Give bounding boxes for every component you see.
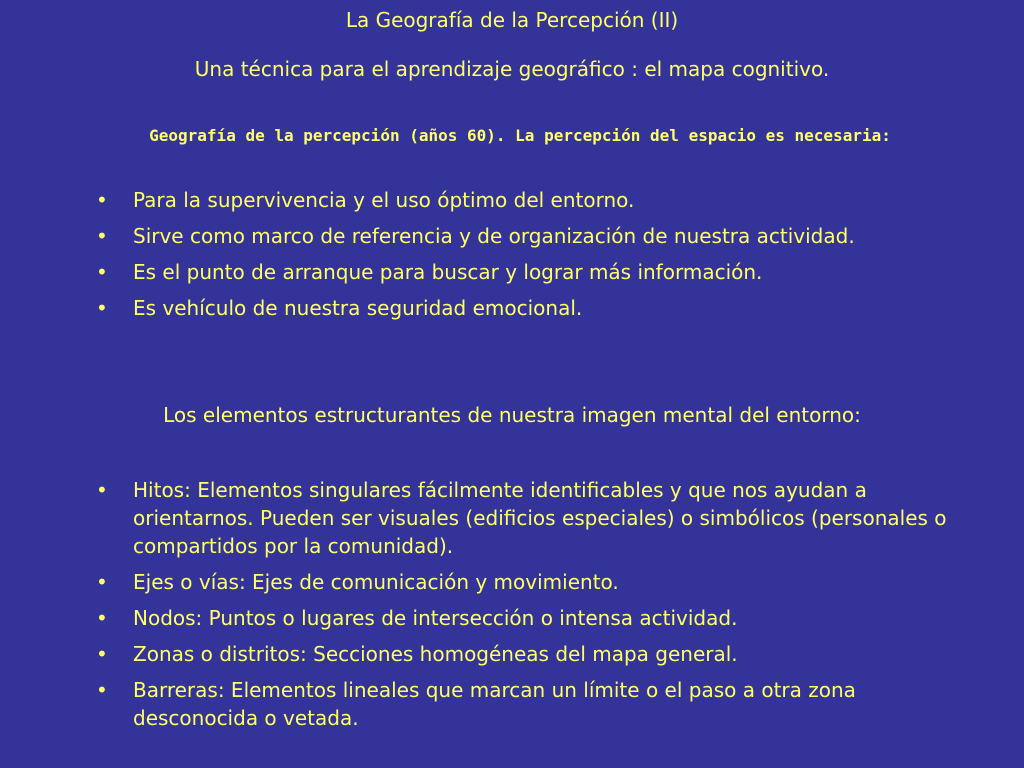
bullet-item	[96, 294, 976, 322]
bullet-item	[96, 568, 976, 596]
bullet-glyph: •	[96, 570, 108, 594]
bullet-text: Es el punto de arranque para buscar y lograr más información.	[133, 260, 763, 284]
bullet-glyph: •	[96, 606, 108, 630]
bullet-text: Ejes o vías: Ejes de comunicación y movimiento.	[133, 570, 619, 594]
bullet-item	[96, 222, 976, 250]
section-heading-perception: Geografía de la percepción (años 60). La percepción del espacio es necesaria:	[149, 126, 891, 145]
bullet-text: Hitos: Elementos singulares fácilmente identificables y que nos ayudan a orientarnos. Pueden ser visuales (edificios especiales) o simbólicos (personales o compartidos por la comunidad).	[133, 478, 947, 558]
bullet-glyph: •	[96, 478, 108, 502]
bullet-text: Zonas o distritos: Secciones homogéneas del mapa general.	[133, 642, 738, 666]
bullet-text: Para la supervivencia y el uso óptimo del entorno.	[133, 188, 635, 212]
bullet-item	[96, 258, 976, 286]
bullet-list-structuring-elements	[96, 476, 976, 740]
slide-subtitle: Una técnica para el aprendizaje geográfico : el mapa cognitivo.	[194, 57, 830, 81]
bullet-glyph: •	[96, 296, 108, 320]
bullet-list-perception	[96, 186, 976, 330]
bullet-item	[96, 604, 976, 632]
bullet-glyph: •	[96, 260, 108, 284]
slide-title: La Geografía de la Percepción (II)	[345, 8, 679, 32]
bullet-text: Es vehículo de nuestra seguridad emocional.	[133, 296, 583, 320]
bullet-text: Sirve como marco de referencia y de organización de nuestra actividad.	[133, 224, 855, 248]
bullet-item	[96, 186, 976, 214]
bullet-item	[96, 476, 976, 560]
bullet-glyph: •	[96, 642, 108, 666]
bullet-glyph: •	[96, 188, 108, 212]
section-heading-structuring-elements: Los elementos estructurantes de nuestra imagen mental del entorno:	[163, 403, 861, 427]
bullet-glyph: •	[96, 678, 108, 702]
bullet-text: Nodos: Puntos o lugares de intersección o intensa actividad.	[133, 606, 738, 630]
bullet-item	[96, 676, 976, 732]
bullet-item	[96, 640, 976, 668]
bullet-glyph: •	[96, 224, 108, 248]
bullet-text: Barreras: Elementos lineales que marcan un límite o el paso a otra zona desconocida o vetada.	[133, 678, 856, 730]
